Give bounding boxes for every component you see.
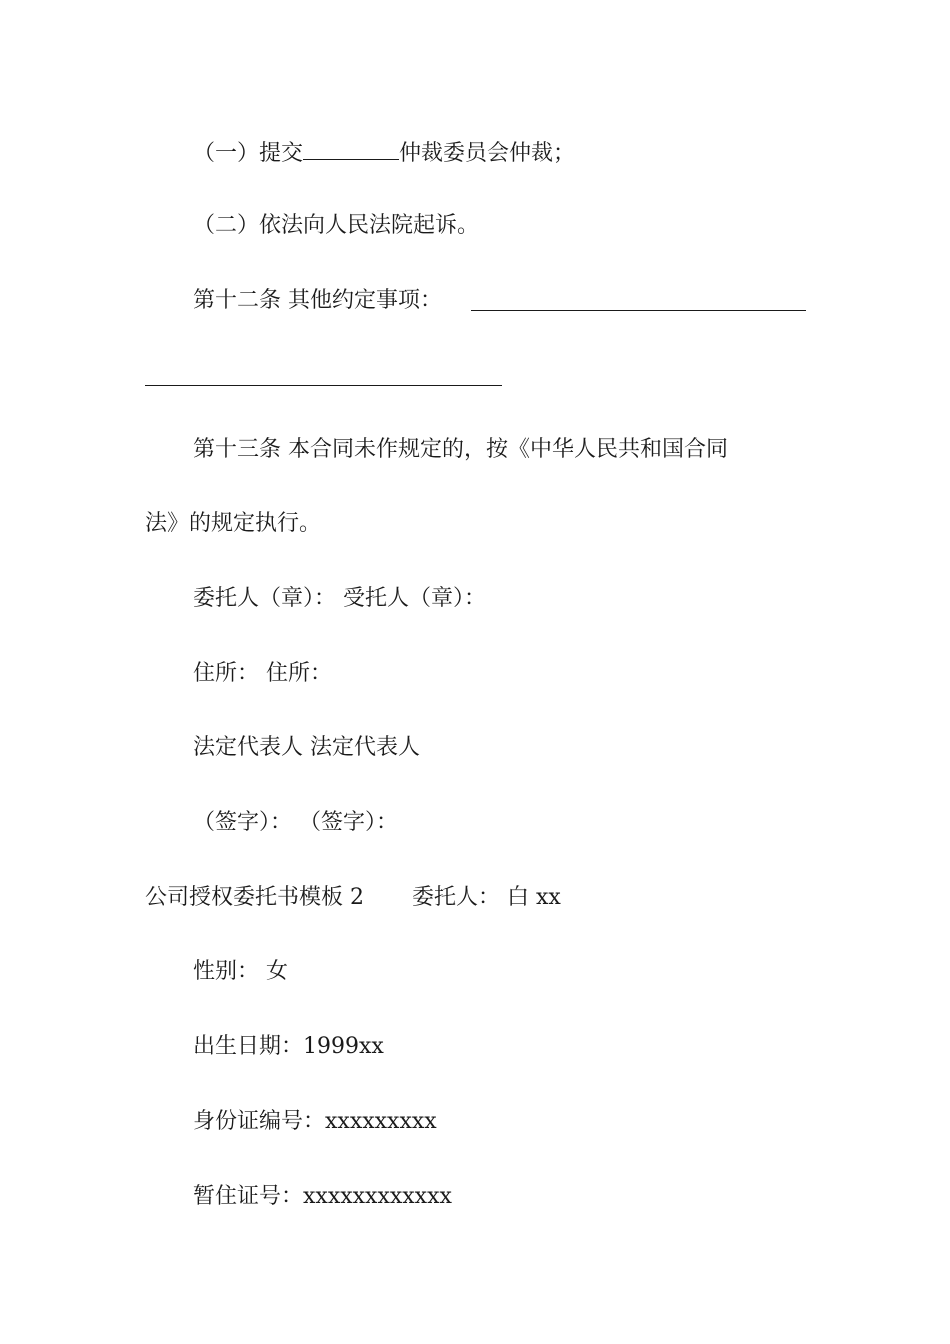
article-12: 第十二条 其他约定事项： [193,288,442,313]
principal-name: 委托人： 白 xx [412,885,561,910]
article-13-line1: 第十三条 本合同未作规定的，按《中华人民共和国合同 [193,437,728,462]
address-labels: 住所： 住所： [193,661,332,686]
article-13-line2: 法》的规定执行。 [145,511,322,536]
clause-arbitration-suffix: 仲裁委员会仲裁； [399,141,576,166]
article-12-blank-line-continued [145,385,502,386]
clause-arbitration [193,137,575,169]
legal-rep-labels: 法定代表人 法定代表人 [193,735,420,760]
signature-parties: 委托人（章）： 受托人（章）： [193,586,486,611]
gender-line: 性别： 女 [193,959,288,984]
template-title: 公司授权委托书模板 2 [145,885,364,910]
clause-litigation: （二）依法向人民法院起诉。 [193,213,480,238]
clause-arbitration-prefix: （一）提交 [193,141,304,166]
template-heading [145,883,561,913]
id-number-line: 身份证编号：xxxxxxxxx [193,1109,437,1134]
article-12-blank-line [471,310,806,311]
arbitration-blank [303,137,399,160]
signature-labels: （签字）： （签字）： [193,810,398,835]
residence-permit-line: 暂住证号：xxxxxxxxxxxx [193,1184,452,1209]
birthdate-line: 出生日期：1999xx [193,1034,384,1059]
